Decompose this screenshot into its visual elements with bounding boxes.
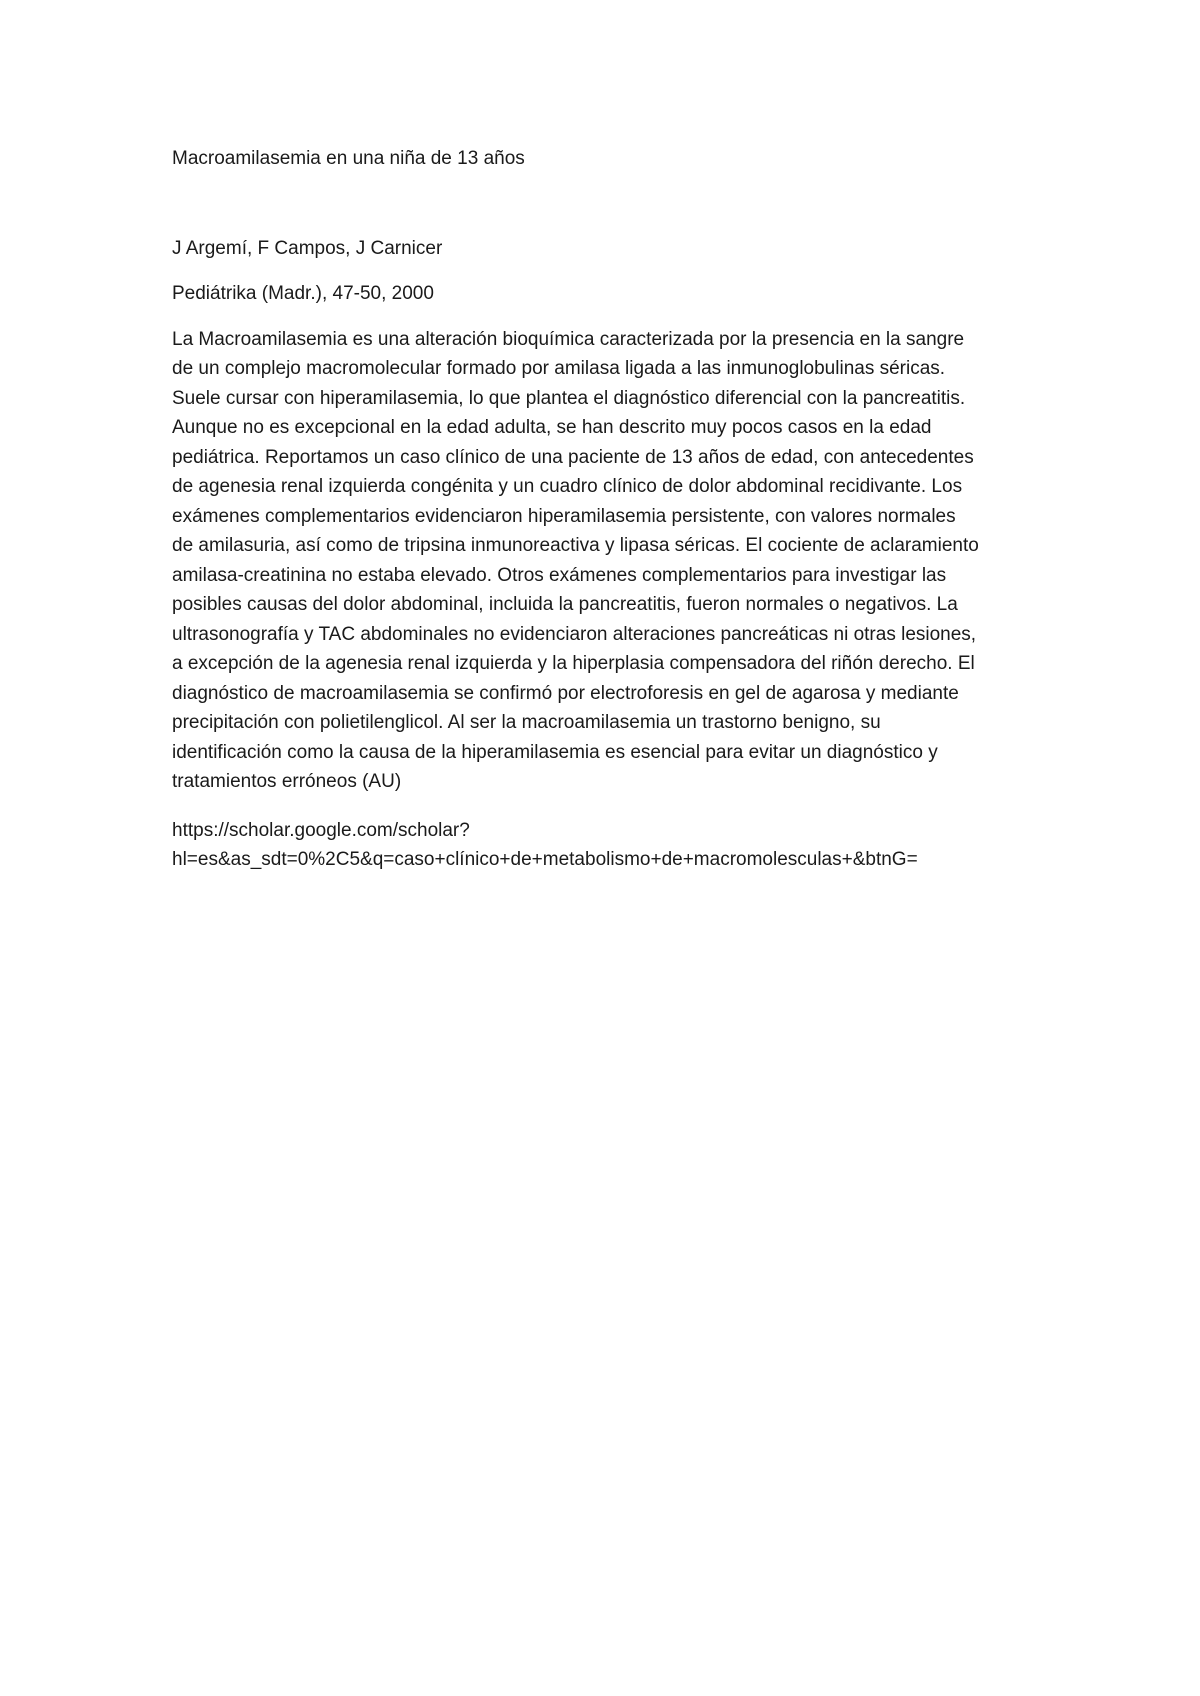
abstract-line: Suele cursar con hiperamilasemia, lo que plantea el diagnóstico diferencial con la pancreatitis. (172, 387, 966, 409)
abstract-paragraph (172, 325, 1042, 797)
abstract-line: a excepción de la agenesia renal izquierda y la hiperplasia compensadora del riñón derecho. El (172, 653, 975, 674)
journal-citation: Pediátrika (Madr.), 47-50, 2000 (172, 283, 434, 304)
document-title: Macroamilasemia en una niña de 13 años (172, 148, 525, 169)
url-line: https://scholar.google.com/scholar? (172, 819, 470, 841)
abstract-line: de un complejo macromolecular formado por amilasa ligada a las inmunoglobulinas séricas. (172, 358, 946, 379)
abstract-line: La Macroamilasemia es una alteración bioquímica caracterizada por la presencia en la sangre (172, 328, 965, 350)
abstract-line: posibles causas del dolor abdominal, incluida la pancreatitis, fueron normales o negativos. La (172, 594, 958, 615)
abstract-line: exámenes complementarios evidenciaron hiperamilasemia persistente, con valores normales (172, 505, 956, 527)
abstract-line: de agenesia renal izquierda congénita y un cuadro clínico de dolor abdominal recidivante. Los (172, 476, 963, 497)
url-line: hl=es&as_sdt=0%2C5&q=caso+clínico+de+metabolismo+de+macromolesculas+&btnG= (172, 849, 918, 870)
abstract-line: identificación como la causa de la hiperamilasemia es esencial para evitar un diagnóstico y (172, 741, 938, 763)
authors-line: J Argemí, F Campos, J Carnicer (172, 237, 443, 259)
abstract-line: precipitación con polietilenglicol. Al ser la macroamilasemia un trastorno benigno, su (172, 712, 881, 733)
document-body (172, 144, 1042, 894)
abstract-line: tratamientos erróneos (AU) (172, 771, 402, 792)
abstract-line: pediátrica. Reportamos un caso clínico de una paciente de 13 años de edad, con antecedentes (172, 446, 974, 468)
source-url (172, 816, 1042, 875)
abstract-line: Aunque no es excepcional en la edad adulta, se han descrito muy pocos casos en la edad (172, 417, 932, 438)
abstract-line: diagnóstico de macroamilasemia se confirmó por electroforesis en gel de agarosa y mediante (172, 682, 959, 704)
abstract-line: ultrasonografía y TAC abdominales no evidenciaron alteraciones pancreáticas ni otras lesiones, (172, 623, 977, 645)
abstract-line: de amilasuria, así como de tripsina inmunoreactiva y lipasa séricas. El cociente de aclaramiento (172, 535, 979, 556)
abstract-line: amilasa-creatinina no estaba elevado. Otros exámenes complementarios para investigar las (172, 564, 947, 586)
